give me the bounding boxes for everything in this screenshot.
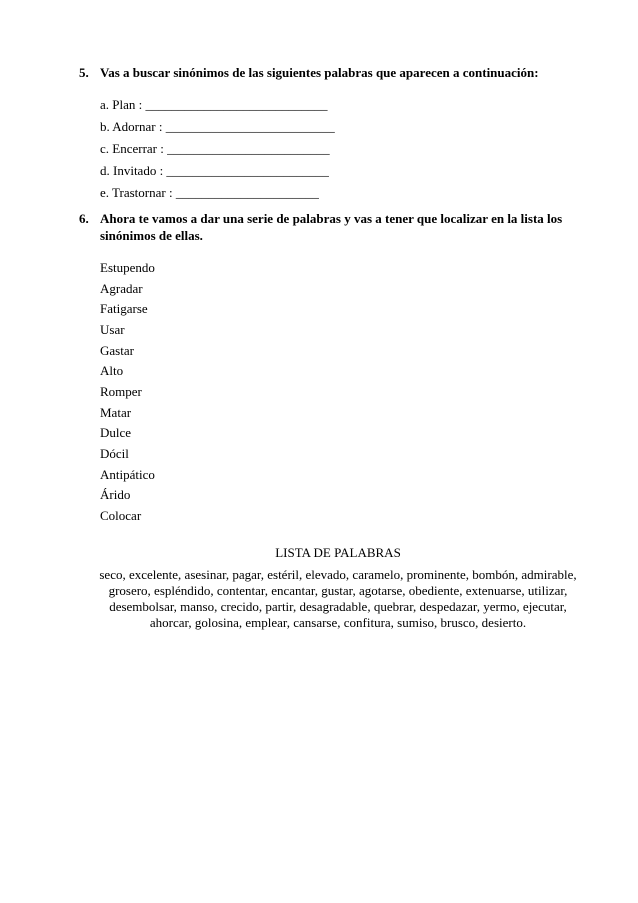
word-item: Fatigarse xyxy=(100,301,148,317)
word-item: Alto xyxy=(100,363,124,379)
synonym-item-plan: a. Plan : ____________________________ xyxy=(100,97,328,112)
word-item: Gastar xyxy=(100,342,134,358)
question-6-prompt-line-1: Ahora te vamos a dar una serie de palabras y vas a tener que localizar en la lista los xyxy=(100,211,563,226)
synonym-item-trastornar: e. Trastornar : ______________________ xyxy=(100,185,319,200)
word-item: Usar xyxy=(100,321,125,337)
word-list-heading: LISTA DE PALABRAS xyxy=(275,545,401,560)
synonym-item-adornar: b. Adornar : __________________________ xyxy=(100,119,335,134)
word-list-body xyxy=(82,567,594,631)
word-list-line: ahorcar, golosina, emplear, cansarse, confitura, sumiso, brusco, desierto. xyxy=(149,615,527,630)
synonym-item-encerrar: c. Encerrar : _________________________ xyxy=(100,141,330,156)
word-item: Antipático xyxy=(100,466,155,482)
question-5-prompt: Vas a buscar sinónimos de las siguientes palabras que aparecen a continuación: xyxy=(100,65,539,80)
word-list xyxy=(100,258,155,527)
question-6-number: 6. xyxy=(79,211,89,226)
word-list-line: desembolsar, manso, crecido, partir, desagradable, quebrar, despedazar, yermo, ejecutar, xyxy=(109,599,567,614)
word-item: Árido xyxy=(100,487,131,503)
word-item: Colocar xyxy=(100,507,142,523)
synonym-item-invitado: d. Invitado : _________________________ xyxy=(100,163,329,178)
word-item: Dulce xyxy=(100,425,132,441)
question-5-number: 5. xyxy=(79,65,89,80)
word-item: Estupendo xyxy=(100,260,155,275)
word-list-line: seco, excelente, asesinar, pagar, estéril, elevado, caramelo, prominente, bombón, admirable, xyxy=(99,567,577,582)
word-item: Romper xyxy=(100,383,142,399)
word-item: Matar xyxy=(100,404,132,420)
word-item: Dócil xyxy=(100,445,129,461)
word-list-line: grosero, espléndido, contentar, encantar, gustar, agotarse, obediente, extenuarse, utilizar, xyxy=(108,583,568,598)
word-item: Agradar xyxy=(100,280,143,296)
question-6-prompt-line-2: sinónimos de ellas. xyxy=(100,228,203,243)
